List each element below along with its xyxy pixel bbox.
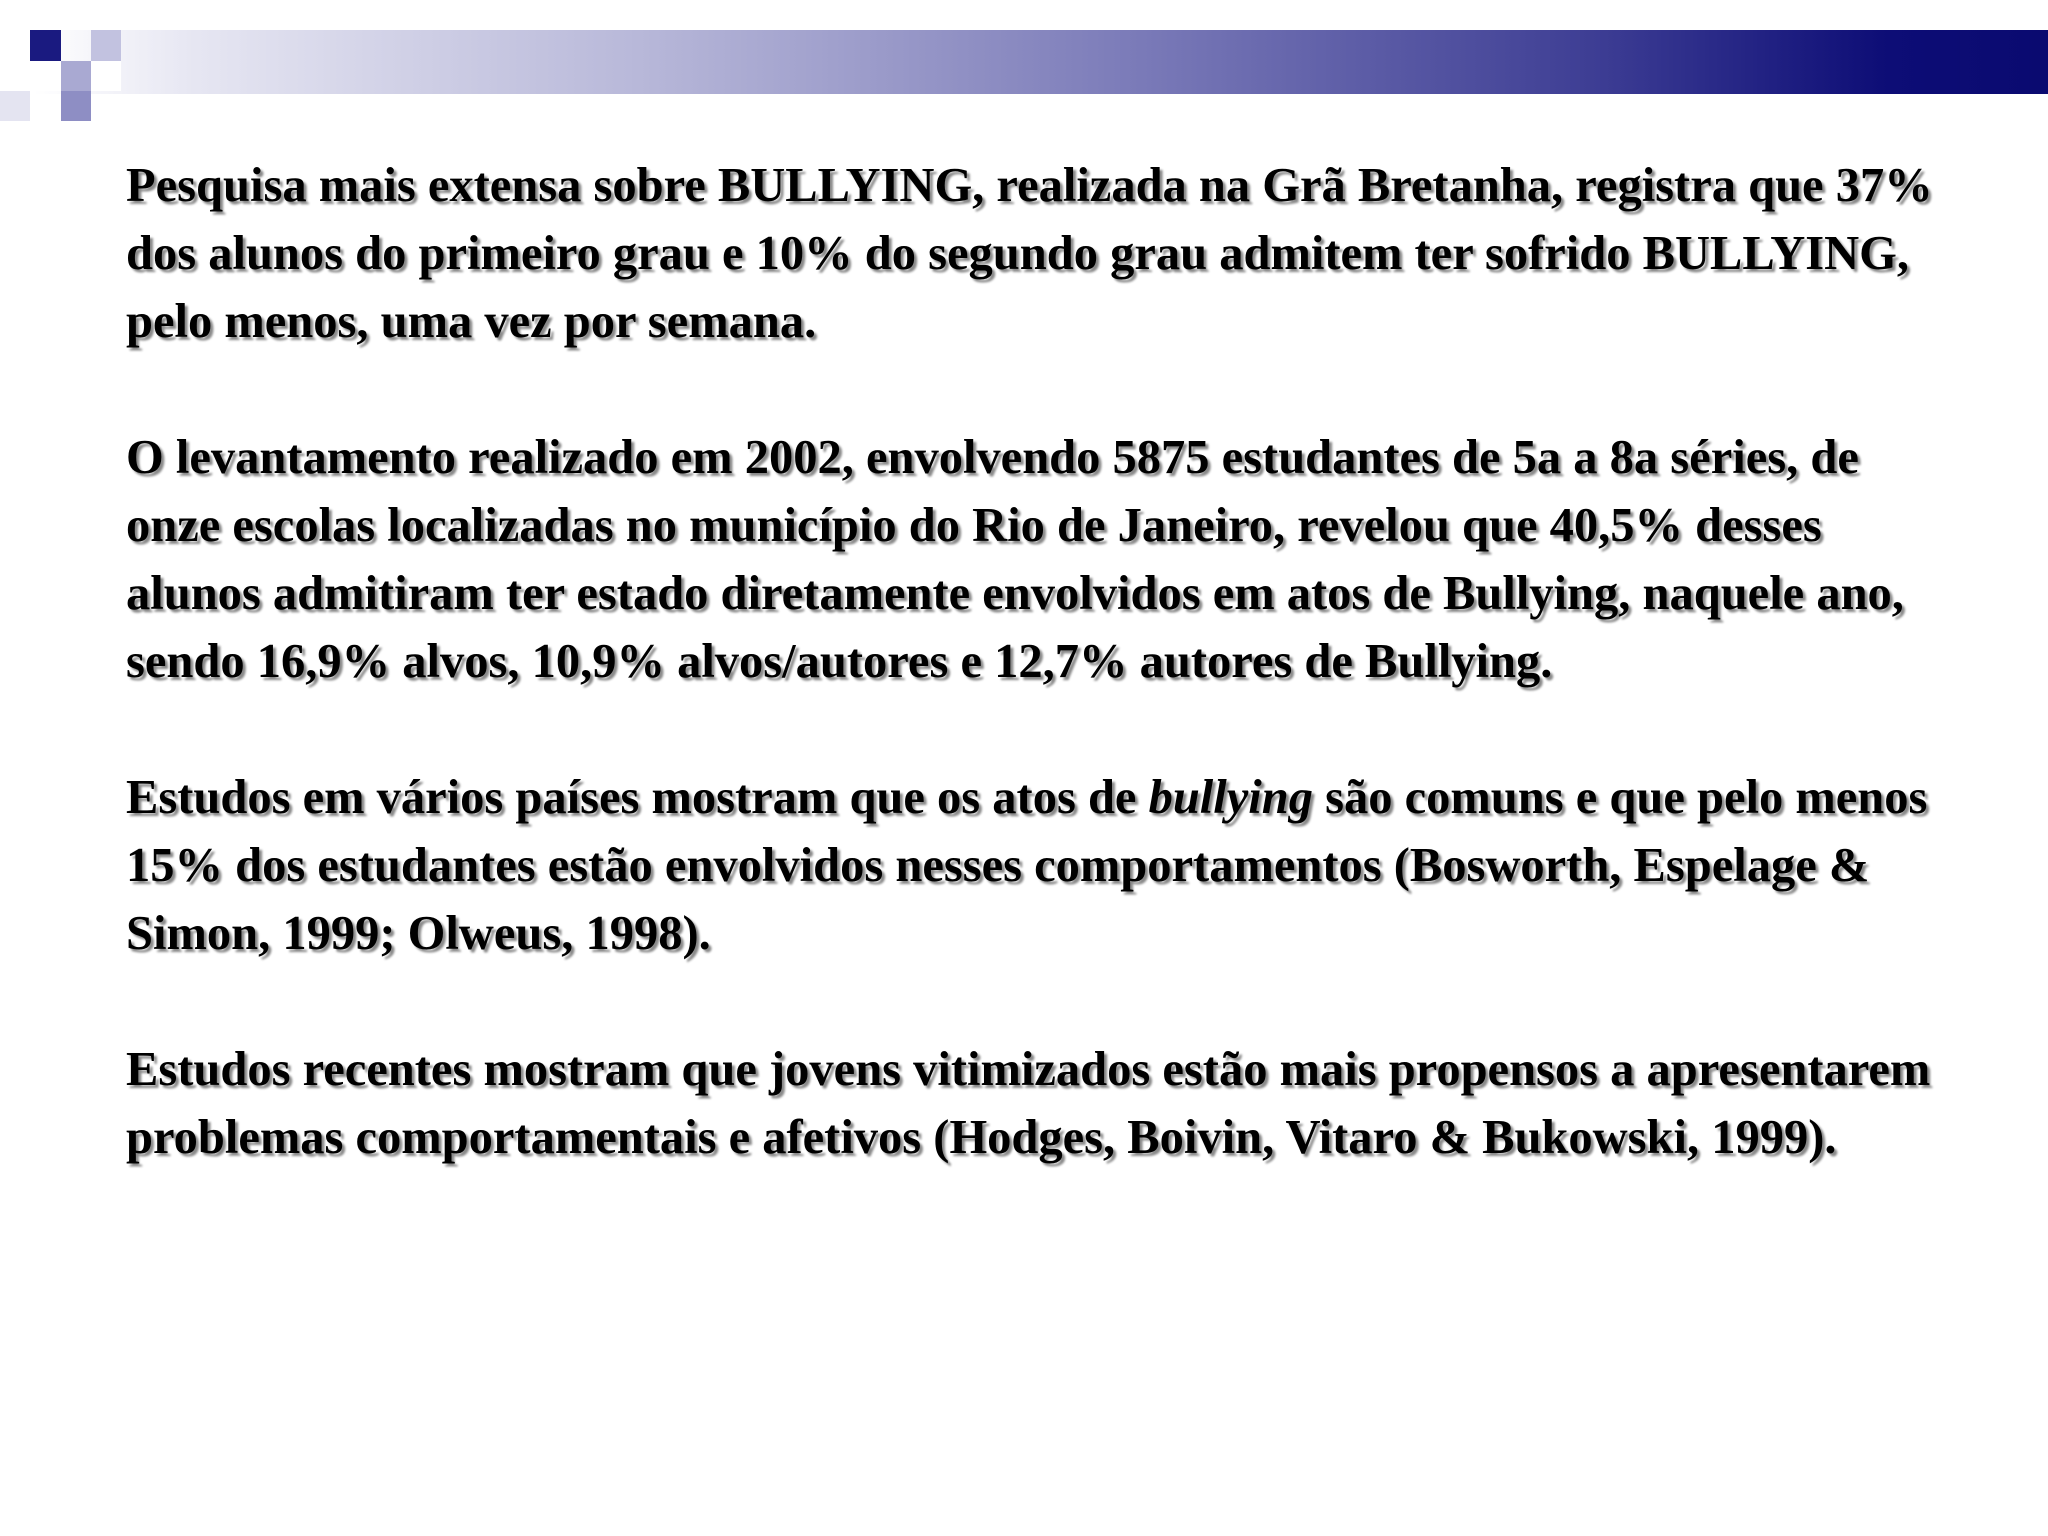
paragraph-text: são comuns e que pelo menos 15% dos estudantes estão envolvidos nesses comportamentos (Bosworth, Espelage & Simon, 1999; Olweus, 1998).: [126, 771, 1928, 960]
paragraph-text: Estudos em vários países mostram que os atos de: [126, 771, 1149, 824]
slide-body: [126, 152, 1956, 1172]
italic-term: bullying: [1148, 771, 1313, 824]
decor-square-pale: [0, 91, 30, 121]
paragraph-rio-survey: O levantamento realizado em 2002, envolvendo 5875 estudantes de 5a a 8a séries, de onze escolas localizadas no município do Rio de Janeiro, revelou que 40,5% desses alunos admitiram ter estado diretamente envolvidos em atos de Bullying, naquele ano, sendo 16,9% alvos, 10,9% alvos/autores e 12,7% autores de Bullying.: [126, 431, 1904, 688]
paragraph-recent-studies: Estudos recentes mostram que jovens vitimizados estão mais propensos a apresentarem problemas comportamentais e afetivos (Hodges, Boivin, Vitaro & Bukowski, 1999).: [126, 1043, 1931, 1164]
paragraph-uk-survey: Pesquisa mais extensa sobre BULLYING, realizada na Grã Bretanha, registra que 37% dos alunos do primeiro grau e 10% do segundo grau admitem ter sofrido BULLYING, pelo menos, uma vez por semana.: [126, 159, 1933, 348]
decor-square-blank: [30, 61, 61, 91]
decor-square-mid: [61, 91, 91, 121]
header-gradient-bar: [34, 30, 2048, 94]
decor-square-light: [91, 30, 121, 61]
decor-square-blank: [91, 61, 121, 91]
decor-square-mid: [61, 61, 91, 91]
paragraph-international-studies: [126, 764, 1956, 968]
decor-square-dark: [30, 30, 61, 61]
